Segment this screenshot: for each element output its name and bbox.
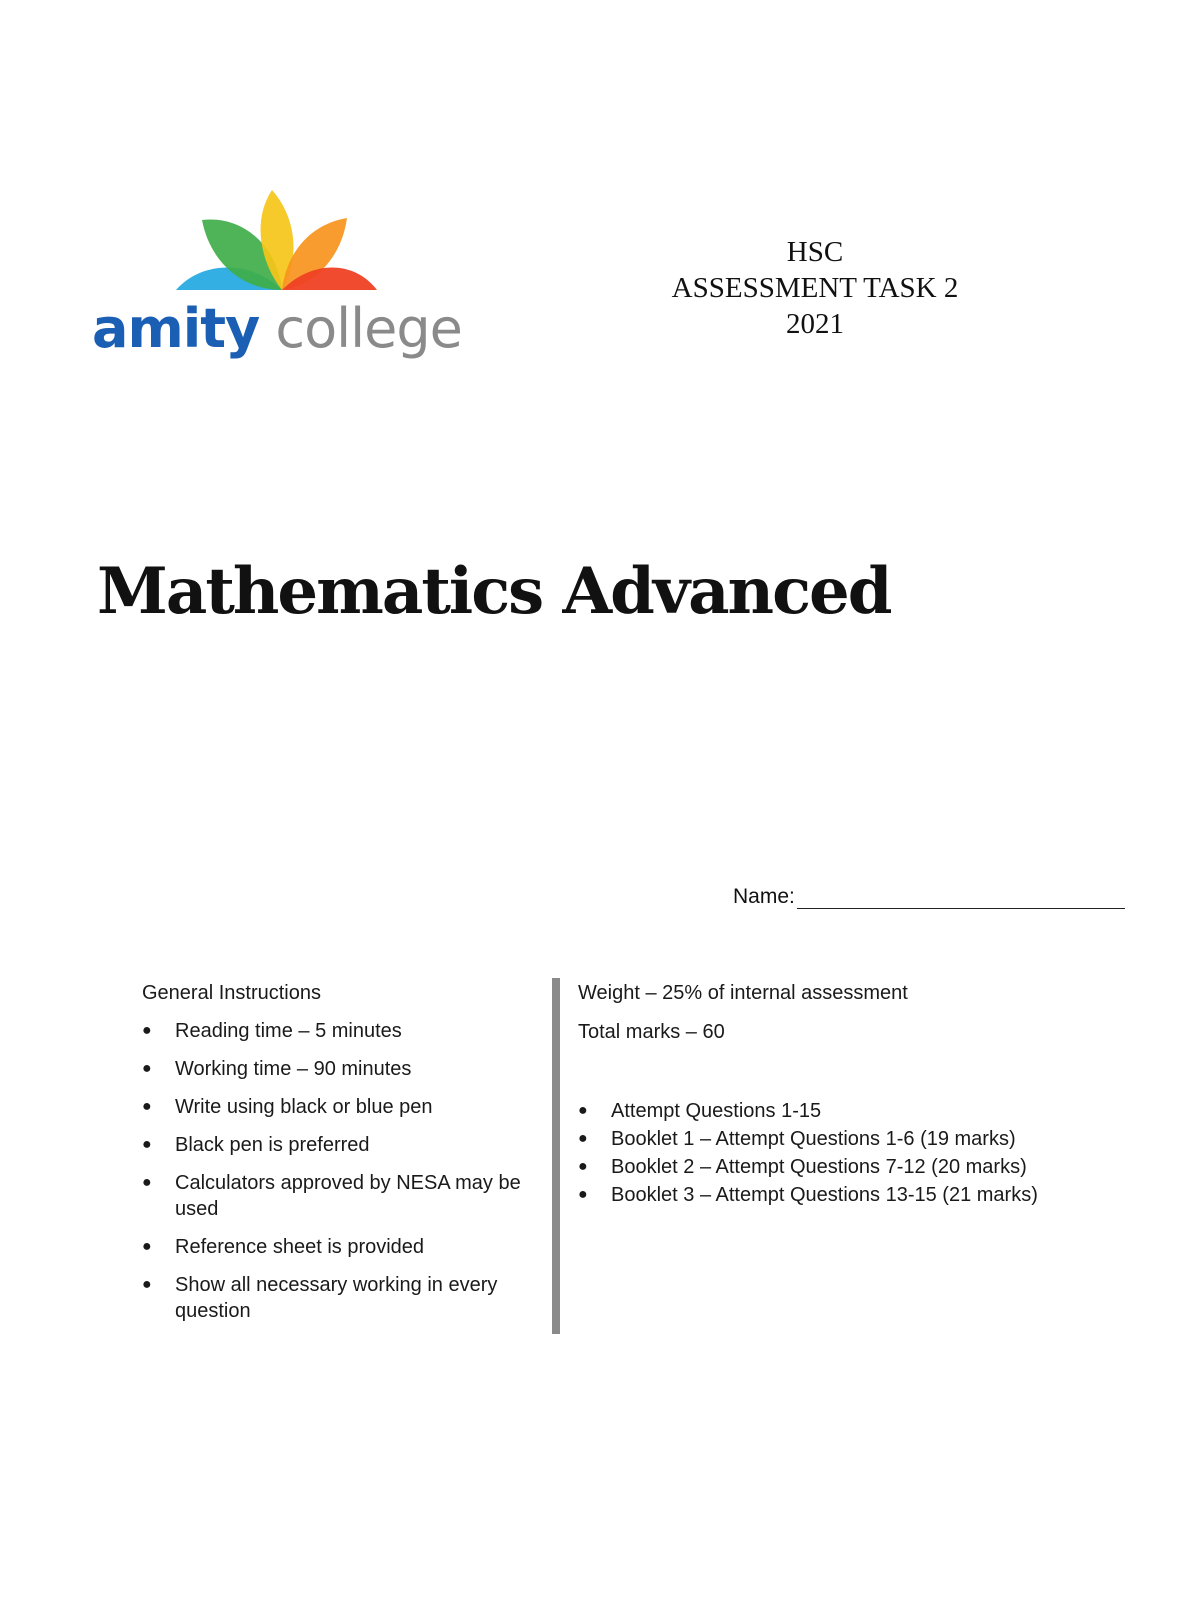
list-item: ● Booklet 3 – Attempt Questions 13-15 (21 marks)	[578, 1181, 1138, 1209]
booklet-list	[578, 1097, 1138, 1209]
bullet-icon: ●	[142, 1174, 152, 1191]
amity-college-logo	[92, 190, 482, 390]
list-item: ● Show all necessary working in every question	[142, 1274, 498, 1322]
weight-text: Weight – 25% of internal assessment	[578, 982, 908, 1004]
bullet-icon: ●	[578, 1102, 588, 1119]
bullet-icon: ●	[142, 1238, 152, 1255]
task-heading	[620, 234, 1010, 342]
general-instructions	[142, 980, 542, 1336]
name-field-row	[733, 885, 1125, 909]
logo-word-amity: amity	[92, 297, 260, 360]
list-item: ● Attempt Questions 1-15	[578, 1097, 1138, 1125]
bullet-icon: ●	[142, 1060, 152, 1077]
assessment-info	[578, 980, 1138, 1209]
heading-year: 2021	[786, 308, 844, 340]
bullet-icon: ●	[578, 1130, 588, 1147]
heading-hsc: HSC	[786, 236, 844, 268]
instructions-list	[142, 1018, 542, 1324]
logo-word-college: college	[275, 297, 462, 360]
subject-title: Mathematics Advanced	[97, 554, 891, 629]
heading-assessment-task: ASSESSMENT TASK 2	[671, 272, 959, 304]
lotus-flower-icon	[92, 190, 482, 300]
logo-wordmark	[92, 297, 462, 360]
bullet-icon: ●	[142, 1136, 152, 1153]
name-label: Name:	[733, 885, 795, 908]
name-write-line	[797, 886, 1125, 909]
list-item: ● Write using black or blue pen	[142, 1096, 433, 1118]
total-marks-text: Total marks – 60	[578, 1021, 725, 1043]
list-item: ● Reference sheet is provided	[142, 1236, 425, 1258]
list-item: ● Working time – 90 minutes	[142, 1058, 412, 1080]
bullet-icon: ●	[142, 1276, 152, 1293]
list-item: ● Booklet 2 – Attempt Questions 7-12 (20 marks)	[578, 1153, 1138, 1181]
bullet-icon: ●	[578, 1158, 588, 1175]
list-item: ● Black pen is preferred	[142, 1134, 370, 1156]
bullet-icon: ●	[142, 1022, 152, 1039]
list-item: ● Booklet 1 – Attempt Questions 1-6 (19 marks)	[578, 1125, 1138, 1153]
bullet-icon: ●	[142, 1098, 152, 1115]
bullet-icon: ●	[578, 1186, 588, 1203]
column-divider	[552, 978, 560, 1334]
list-item: ● Calculators approved by NESA may be used	[142, 1172, 521, 1220]
list-item: ● Reading time – 5 minutes	[142, 1020, 402, 1042]
general-instructions-heading: General Instructions	[142, 982, 321, 1004]
